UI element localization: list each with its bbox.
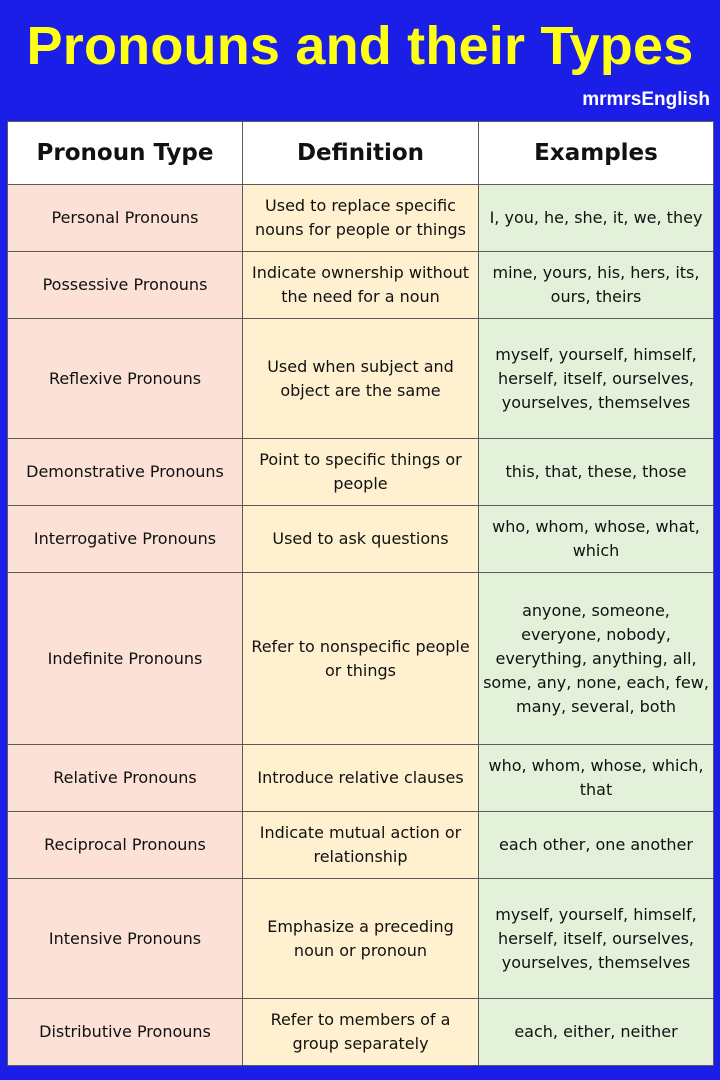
definition-cell: Refer to nonspecific people or things bbox=[243, 573, 479, 745]
page-title: Pronouns and their Types bbox=[26, 16, 694, 76]
definition-cell: Refer to members of a group separately bbox=[243, 999, 479, 1066]
examples-cell: anyone, someone, everyone, nobody, everything, anything, all, some, any, none, each, few, many, several, both bbox=[479, 573, 714, 745]
table-row bbox=[8, 185, 714, 252]
definition-cell: Used to ask questions bbox=[243, 506, 479, 573]
pronoun-table bbox=[7, 121, 714, 1066]
definition-cell: Emphasize a preceding noun or pronoun bbox=[243, 879, 479, 999]
definition-cell: Point to specific things or people bbox=[243, 439, 479, 506]
brand-label: mrmrsEnglish bbox=[582, 89, 710, 110]
table-header-row bbox=[8, 122, 714, 185]
pronoun-type-cell: Possessive Pronouns bbox=[8, 252, 243, 319]
definition-cell: Indicate ownership without the need for a noun bbox=[243, 252, 479, 319]
pronoun-type-cell: Intensive Pronouns bbox=[8, 879, 243, 999]
header-pronoun-type: Pronoun Type bbox=[8, 122, 243, 185]
table-row bbox=[8, 812, 714, 879]
examples-cell: this, that, these, those bbox=[479, 439, 714, 506]
examples-cell: myself, yourself, himself, herself, itself, ourselves, yourselves, themselves bbox=[479, 319, 714, 439]
table-row bbox=[8, 999, 714, 1066]
header-definition: Definition bbox=[243, 122, 479, 185]
pronoun-type-cell: Reciprocal Pronouns bbox=[8, 812, 243, 879]
pronoun-type-cell: Reflexive Pronouns bbox=[8, 319, 243, 439]
examples-cell: mine, yours, his, hers, its, ours, theirs bbox=[479, 252, 714, 319]
examples-cell: who, whom, whose, what, which bbox=[479, 506, 714, 573]
examples-cell: each other, one another bbox=[479, 812, 714, 879]
table-row bbox=[8, 745, 714, 812]
definition-cell: Introduce relative clauses bbox=[243, 745, 479, 812]
pronoun-type-cell: Personal Pronouns bbox=[8, 185, 243, 252]
pronoun-type-cell: Interrogative Pronouns bbox=[8, 506, 243, 573]
table-row bbox=[8, 252, 714, 319]
header-examples: Examples bbox=[479, 122, 714, 185]
table-row bbox=[8, 879, 714, 999]
table-row bbox=[8, 439, 714, 506]
examples-cell: myself, yourself, himself, herself, itself, ourselves, yourselves, themselves bbox=[479, 879, 714, 999]
table-row bbox=[8, 319, 714, 439]
examples-cell: I, you, he, she, it, we, they bbox=[479, 185, 714, 252]
pronoun-type-cell: Demonstrative Pronouns bbox=[8, 439, 243, 506]
examples-cell: each, either, neither bbox=[479, 999, 714, 1066]
table-row bbox=[8, 506, 714, 573]
table-row bbox=[8, 573, 714, 745]
examples-cell: who, whom, whose, which, that bbox=[479, 745, 714, 812]
definition-cell: Used when subject and object are the same bbox=[243, 319, 479, 439]
pronoun-type-cell: Indefinite Pronouns bbox=[8, 573, 243, 745]
definition-cell: Indicate mutual action or relationship bbox=[243, 812, 479, 879]
pronoun-type-cell: Relative Pronouns bbox=[8, 745, 243, 812]
pronoun-type-cell: Distributive Pronouns bbox=[8, 999, 243, 1066]
definition-cell: Used to replace specific nouns for people or things bbox=[243, 185, 479, 252]
